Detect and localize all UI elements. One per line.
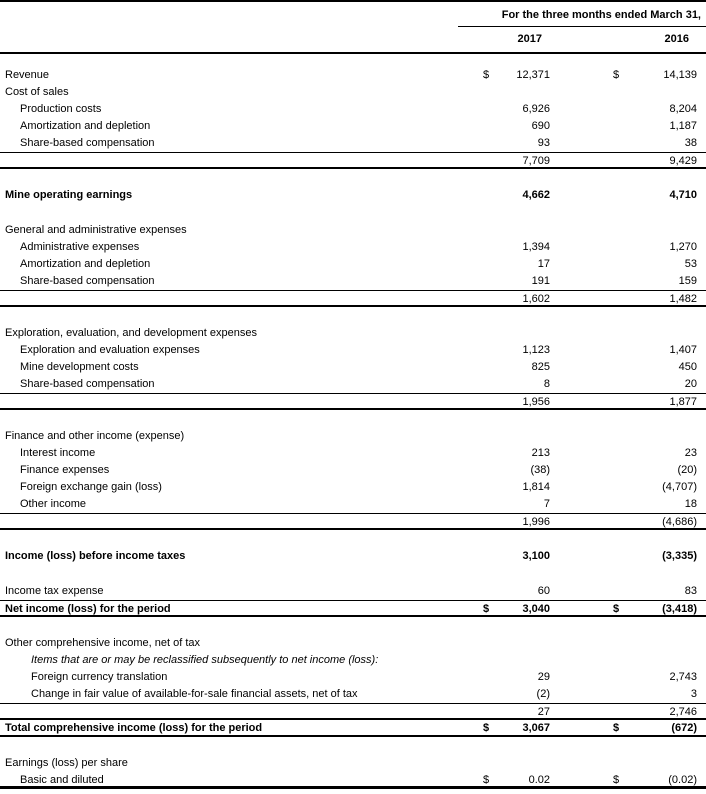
table-row xyxy=(0,273,706,290)
row-label: Net income (loss) for the period xyxy=(5,603,171,615)
subtotal-row xyxy=(0,290,706,307)
table-row xyxy=(0,342,706,359)
subtotal-row xyxy=(0,152,706,169)
spacer-row xyxy=(0,410,706,428)
value-2016: 4,710 xyxy=(669,189,697,201)
value-2016: (0.02) xyxy=(668,774,697,786)
value-2017: 29 xyxy=(537,671,550,683)
value-2016: 450 xyxy=(678,361,697,373)
value-2017: 7 xyxy=(543,498,550,510)
subtotal-row xyxy=(0,513,706,530)
row-label: Interest income xyxy=(20,447,96,459)
total-row xyxy=(0,720,706,737)
row-label: Exploration, evaluation, and development expenses xyxy=(5,327,257,339)
value-2016: 14,139 xyxy=(663,69,697,81)
value-2016: (3,418) xyxy=(662,603,697,615)
value-2017: 1,814 xyxy=(522,481,550,493)
row-label: Finance expenses xyxy=(20,464,110,476)
row-label: Revenue xyxy=(5,69,50,81)
spacer-row xyxy=(0,737,706,755)
value-2017: 1,996 xyxy=(522,516,550,528)
value-2016: (3,335) xyxy=(662,550,697,562)
table-row xyxy=(0,325,706,342)
table-row xyxy=(0,479,706,496)
row-label: Total comprehensive income (loss) for the period xyxy=(5,722,263,734)
value-2016: 1,187 xyxy=(669,120,697,132)
value-2017: 7,709 xyxy=(522,155,550,167)
table-row xyxy=(0,462,706,479)
period-header-label: For the three months ended March 31, xyxy=(501,9,701,21)
header-spacer xyxy=(0,27,478,52)
row-label: Production costs xyxy=(20,103,102,115)
table-row xyxy=(0,669,706,686)
row-label: Amortization and depletion xyxy=(20,258,151,270)
row-label: Mine development costs xyxy=(20,361,139,373)
value-2016: (20) xyxy=(677,464,697,476)
spacer-row xyxy=(0,169,706,187)
value-2016: 1,407 xyxy=(669,344,697,356)
value-2016: 1,270 xyxy=(669,241,697,253)
row-label: Mine operating earnings xyxy=(5,189,133,201)
spacer-row xyxy=(0,565,706,583)
value-2017: 1,602 xyxy=(522,293,550,305)
row-label: Other income xyxy=(20,498,87,510)
value-2017: 3,040 xyxy=(522,603,550,615)
header-pad xyxy=(697,27,706,52)
table-header xyxy=(0,0,706,54)
table-row xyxy=(0,187,706,204)
table-row xyxy=(0,635,706,652)
row-label: Exploration and evaluation expenses xyxy=(20,344,200,356)
value-2017: 17 xyxy=(537,258,550,270)
row-label: Share-based compensation xyxy=(20,378,155,390)
row-label: Share-based compensation xyxy=(20,275,155,287)
table-row xyxy=(0,359,706,376)
value-2017: 825 xyxy=(531,361,550,373)
spacer-row xyxy=(0,617,706,635)
row-label: Basic and diluted xyxy=(20,774,104,786)
dollar-sign-2017: $ xyxy=(483,722,490,734)
row-label: Foreign exchange gain (loss) xyxy=(20,481,162,493)
value-2016: (4,686) xyxy=(662,516,697,528)
table-row xyxy=(0,428,706,445)
year-header-row xyxy=(0,27,706,52)
table-row xyxy=(0,256,706,273)
column-header-2016: 2016 xyxy=(664,33,689,45)
value-2017: (38) xyxy=(530,464,550,476)
value-2016: 1,877 xyxy=(669,396,697,408)
table-row xyxy=(0,118,706,135)
table-row xyxy=(0,755,706,772)
row-label: Other comprehensive income, net of tax xyxy=(5,637,201,649)
value-2017: 0.02 xyxy=(528,774,550,786)
value-2016: 2,743 xyxy=(669,671,697,683)
table-row xyxy=(0,772,706,789)
table-row xyxy=(0,652,706,669)
value-2017: 1,394 xyxy=(522,241,550,253)
row-label: General and administrative expenses xyxy=(5,224,187,236)
total-row xyxy=(0,600,706,617)
table-row xyxy=(0,686,706,703)
row-label: Earnings (loss) per share xyxy=(5,757,128,769)
table-row xyxy=(0,496,706,513)
value-2017: 6,926 xyxy=(522,103,550,115)
dollar-sign-2017: $ xyxy=(483,603,490,615)
row-label: Cost of sales xyxy=(5,86,69,98)
dollar-sign-2016: $ xyxy=(613,603,620,615)
value-2017: 12,371 xyxy=(516,69,550,81)
row-label: Finance and other income (expense) xyxy=(5,430,185,442)
table-row xyxy=(0,84,706,101)
table-row xyxy=(0,548,706,565)
value-2017: 27 xyxy=(537,706,550,718)
header-gap xyxy=(550,27,608,52)
column-header-2017: 2017 xyxy=(517,33,542,45)
dollar-sign-2017: $ xyxy=(483,69,490,81)
table-body xyxy=(0,54,706,789)
value-2016: 1,482 xyxy=(669,293,697,305)
row-label: Amortization and depletion xyxy=(20,120,151,132)
value-2017: 191 xyxy=(531,275,550,287)
row-label: Items that are or may be reclassified subsequently to net income (loss): xyxy=(31,654,379,666)
value-2017: 3,067 xyxy=(522,722,550,734)
spacer-row xyxy=(0,204,706,222)
value-2016: 23 xyxy=(684,447,697,459)
value-2016: 159 xyxy=(678,275,697,287)
subtotal-row xyxy=(0,703,706,720)
value-2016: 83 xyxy=(684,585,697,597)
value-2016: (672) xyxy=(671,722,697,734)
dollar-sign-2016: $ xyxy=(613,69,620,81)
row-label: Foreign currency translation xyxy=(31,671,168,683)
value-2016: 18 xyxy=(684,498,697,510)
table-row xyxy=(0,445,706,462)
subtotal-row xyxy=(0,393,706,410)
value-2017: 1,123 xyxy=(522,344,550,356)
table-row xyxy=(0,135,706,152)
value-2016: 53 xyxy=(684,258,697,270)
row-label: Income tax expense xyxy=(5,585,104,597)
table-row xyxy=(0,376,706,393)
table-row xyxy=(0,222,706,239)
value-2017: (2) xyxy=(536,688,550,700)
row-label: Share-based compensation xyxy=(20,137,155,149)
value-2016: 2,746 xyxy=(669,706,697,718)
value-2017: 4,662 xyxy=(522,189,550,201)
value-2016: (4,707) xyxy=(662,481,697,493)
spacer-row xyxy=(0,307,706,325)
dollar-sign-2016: $ xyxy=(613,722,620,734)
value-2017: 3,100 xyxy=(522,550,550,562)
value-2016: 3 xyxy=(690,688,697,700)
table-row xyxy=(0,101,706,118)
value-2016: 38 xyxy=(684,137,697,149)
value-2017: 213 xyxy=(531,447,550,459)
dollar-sign-2017: $ xyxy=(483,774,490,786)
value-2017: 93 xyxy=(537,137,550,149)
dollar-sign-2016: $ xyxy=(613,774,620,786)
value-2016: 8,204 xyxy=(669,103,697,115)
value-2016: 20 xyxy=(684,378,697,390)
value-2017: 8 xyxy=(543,378,550,390)
value-2017: 690 xyxy=(531,120,550,132)
value-2017: 60 xyxy=(537,585,550,597)
table-row xyxy=(0,67,706,84)
value-2017: 1,956 xyxy=(522,396,550,408)
table-row xyxy=(0,239,706,256)
value-2016: 9,429 xyxy=(669,155,697,167)
table-row xyxy=(0,583,706,600)
row-label: Change in fair value of available-for-sale financial assets, net of tax xyxy=(31,688,358,700)
row-label: Income (loss) before income taxes xyxy=(5,550,186,562)
spacer-row xyxy=(0,530,706,548)
row-label: Administrative expenses xyxy=(20,241,140,253)
